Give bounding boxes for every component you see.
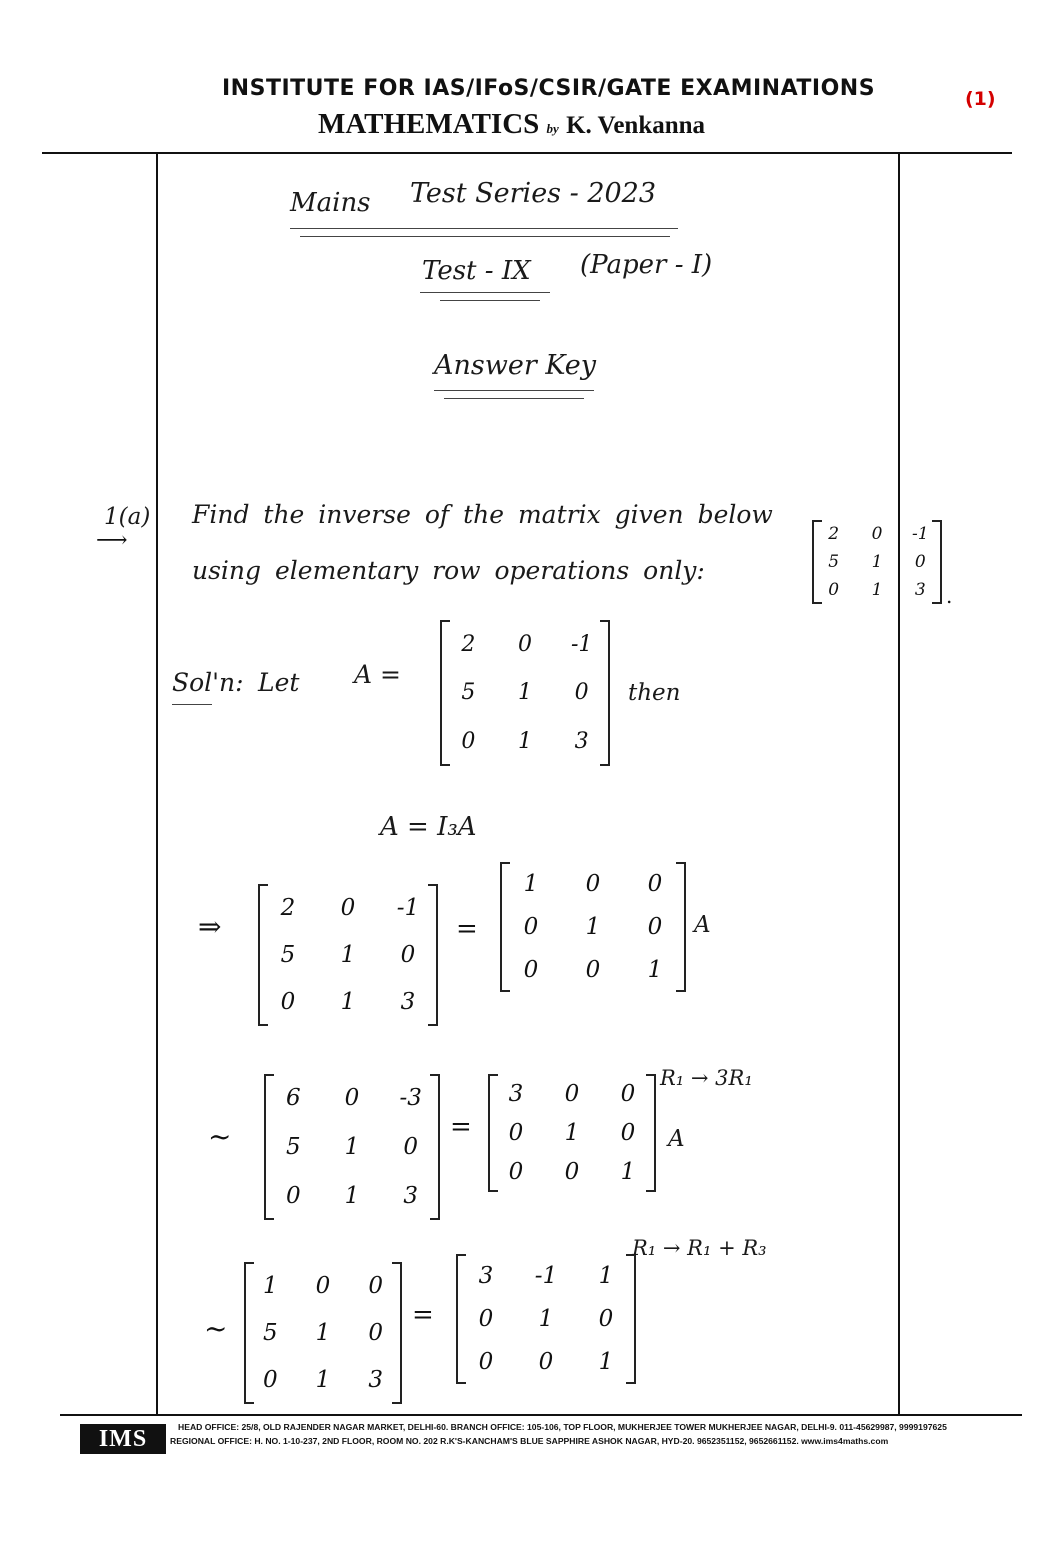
- s3r-cell: 0: [538, 1349, 554, 1376]
- series-underline: [290, 228, 678, 229]
- step3-left-matrix: [244, 1262, 402, 1404]
- a-cell: 0: [517, 631, 532, 657]
- a-cell: -1: [570, 631, 593, 657]
- s3r-cell: 3: [478, 1262, 494, 1289]
- s2l-cell: 1: [344, 1182, 360, 1209]
- s2l-cell: 3: [403, 1182, 418, 1209]
- step2-suffix: A: [668, 1126, 685, 1152]
- matrix-a: [440, 620, 610, 766]
- subject-line: [318, 108, 705, 141]
- q-cell: 5: [828, 552, 840, 572]
- institute-title: INSTITUTE FOR IAS/IFoS/CSIR/GATE EXAMINATIONS: [222, 76, 876, 101]
- step3-equals: =: [412, 1300, 434, 1330]
- s1l-cell: 0: [340, 894, 356, 921]
- s1l-cell: -1: [396, 894, 420, 921]
- s1r-cell: 1: [523, 870, 539, 897]
- q-cell: 2: [828, 524, 840, 544]
- solution-let: Let: [258, 668, 300, 697]
- question-number: 1(a): [104, 504, 151, 530]
- step2-left-matrix: [264, 1074, 440, 1220]
- solution-a-eq: A =: [354, 660, 401, 689]
- series-title: Test Series - 2023: [410, 178, 657, 209]
- s2r-cell: 0: [620, 1080, 636, 1107]
- s3r-cell: 1: [538, 1305, 554, 1332]
- s2r-cell: 0: [508, 1119, 524, 1146]
- q-cell: 0: [871, 524, 883, 544]
- question-line-2: using elementary row operations only:: [192, 556, 705, 585]
- a-cell: 0: [461, 729, 476, 755]
- answer-underline: [434, 390, 594, 391]
- a-cell: 5: [461, 680, 476, 706]
- s1r-cell: 0: [585, 870, 601, 897]
- s1r-cell: 0: [523, 913, 539, 940]
- q-cell: 0: [914, 552, 926, 572]
- series-underline-2: [300, 236, 670, 237]
- footer-rule: [60, 1414, 1022, 1416]
- s2l-cell: -3: [399, 1085, 422, 1112]
- test-underline-2: [440, 300, 540, 301]
- left-margin-rule: [156, 152, 158, 1414]
- s2r-cell: 3: [508, 1080, 524, 1107]
- s3l-cell: 1: [315, 1319, 331, 1346]
- subject-title: MATHEMATICS: [318, 108, 540, 140]
- s2r-cell: 0: [564, 1159, 580, 1186]
- footer-regional-office: REGIONAL OFFICE: H. NO. 1-10-237, 2ND FLOOR, ROOM NO. 202 R.K'S-KANCHAM'S BLUE SAPPHIRE ASHOK NAGAR, HYD-20. 9652351152, 9652661152. www.ims4maths.com: [170, 1436, 889, 1446]
- a-cell: 1: [517, 729, 532, 755]
- step1-right-matrix: [500, 862, 686, 992]
- s3l-cell: 0: [368, 1272, 383, 1299]
- test-label: Test - IX: [422, 256, 531, 286]
- s3r-cell: 1: [598, 1262, 614, 1289]
- step1-suffix: A: [694, 912, 711, 938]
- s3l-cell: 0: [315, 1272, 331, 1299]
- a-cell: 2: [461, 631, 476, 657]
- header-rule: [42, 152, 1012, 154]
- s2r-cell: 0: [508, 1159, 524, 1186]
- step2-row-op: R₁ → 3R₁: [660, 1066, 753, 1090]
- step2-right-matrix: [488, 1074, 656, 1192]
- s3r-cell: -1: [534, 1262, 558, 1289]
- answer-key-title: Answer Key: [434, 350, 596, 381]
- step1-equals: =: [456, 914, 478, 944]
- s2l-cell: 6: [286, 1085, 301, 1112]
- q-cell: 3: [914, 580, 926, 600]
- s2r-cell: 1: [564, 1119, 580, 1146]
- question-arrow: ⟶: [96, 528, 128, 553]
- step3-tilde: ~: [204, 1312, 228, 1345]
- s3l-cell: 5: [263, 1319, 278, 1346]
- s1l-cell: 0: [400, 941, 416, 968]
- s2r-cell: 1: [620, 1159, 636, 1186]
- step3-row-op: R₁ → R₁ + R₃: [632, 1236, 767, 1260]
- q-cell: 0: [828, 580, 840, 600]
- step1-left-matrix: [258, 884, 438, 1026]
- a-cell: 0: [574, 680, 589, 706]
- ims-logo: IMS: [80, 1424, 166, 1454]
- by-label: by: [546, 121, 559, 136]
- s1l-cell: 0: [280, 989, 296, 1016]
- s2l-cell: 0: [286, 1182, 301, 1209]
- solution-label: Sol'n:: [172, 668, 244, 697]
- step2-tilde: ~: [208, 1120, 232, 1153]
- q-cell: 1: [871, 580, 883, 600]
- q-cell: 1: [871, 552, 883, 572]
- step2-equals: =: [450, 1112, 472, 1142]
- series-mains: Mains: [290, 188, 371, 218]
- test-underline: [420, 292, 550, 293]
- s1r-cell: 0: [585, 957, 601, 984]
- s3l-cell: 1: [263, 1272, 278, 1299]
- s1r-cell: 0: [647, 870, 663, 897]
- author-name: K. Venkanna: [566, 112, 706, 139]
- s3l-cell: 0: [368, 1319, 383, 1346]
- paper-label: (Paper - I): [580, 250, 713, 280]
- s3l-cell: 1: [315, 1367, 331, 1394]
- s2l-cell: 5: [286, 1133, 301, 1160]
- s1l-cell: 3: [400, 989, 416, 1016]
- answer-underline-2: [444, 398, 584, 399]
- s2r-cell: 0: [564, 1080, 580, 1107]
- right-margin-rule: [898, 152, 900, 1414]
- s3r-cell: 0: [478, 1349, 494, 1376]
- s1l-cell: 1: [340, 941, 356, 968]
- identity-equation: A = I₃A: [380, 812, 477, 842]
- s3r-cell: 0: [478, 1305, 494, 1332]
- s3l-cell: 0: [263, 1367, 278, 1394]
- s1l-cell: 1: [340, 989, 356, 1016]
- s3l-cell: 3: [368, 1367, 383, 1394]
- s1r-cell: 1: [585, 913, 601, 940]
- solution-then: then: [628, 680, 681, 706]
- s1r-cell: 1: [647, 957, 663, 984]
- q-cell: -1: [912, 524, 929, 544]
- s2r-cell: 0: [620, 1119, 636, 1146]
- s2l-cell: 0: [403, 1133, 418, 1160]
- question-period: .: [946, 584, 953, 608]
- step3-right-matrix: [456, 1254, 636, 1384]
- question-matrix: [812, 520, 942, 604]
- s3r-cell: 0: [598, 1305, 614, 1332]
- s3r-cell: 1: [598, 1349, 614, 1376]
- s1r-cell: 0: [523, 957, 539, 984]
- s2l-cell: 0: [344, 1085, 360, 1112]
- s2l-cell: 1: [344, 1133, 360, 1160]
- s1r-cell: 0: [647, 913, 663, 940]
- question-line-1: Find the inverse of the matrix given below: [192, 500, 773, 529]
- footer-head-office: HEAD OFFICE: 25/8, OLD RAJENDER NAGAR MARKET, DELHI-60. BRANCH OFFICE: 105-106, TOP FLOOR, MUKHERJEE TOWER MUKHERJEE NAGAR, DELHI-9. 011-45629987, 9999197625: [178, 1422, 947, 1432]
- step1-implies: ⇒: [198, 910, 222, 943]
- s1l-cell: 2: [280, 894, 296, 921]
- page-number: (1): [965, 88, 996, 110]
- a-cell: 1: [517, 680, 532, 706]
- solution-underline: [172, 704, 212, 705]
- a-cell: 3: [574, 729, 589, 755]
- s1l-cell: 5: [280, 941, 296, 968]
